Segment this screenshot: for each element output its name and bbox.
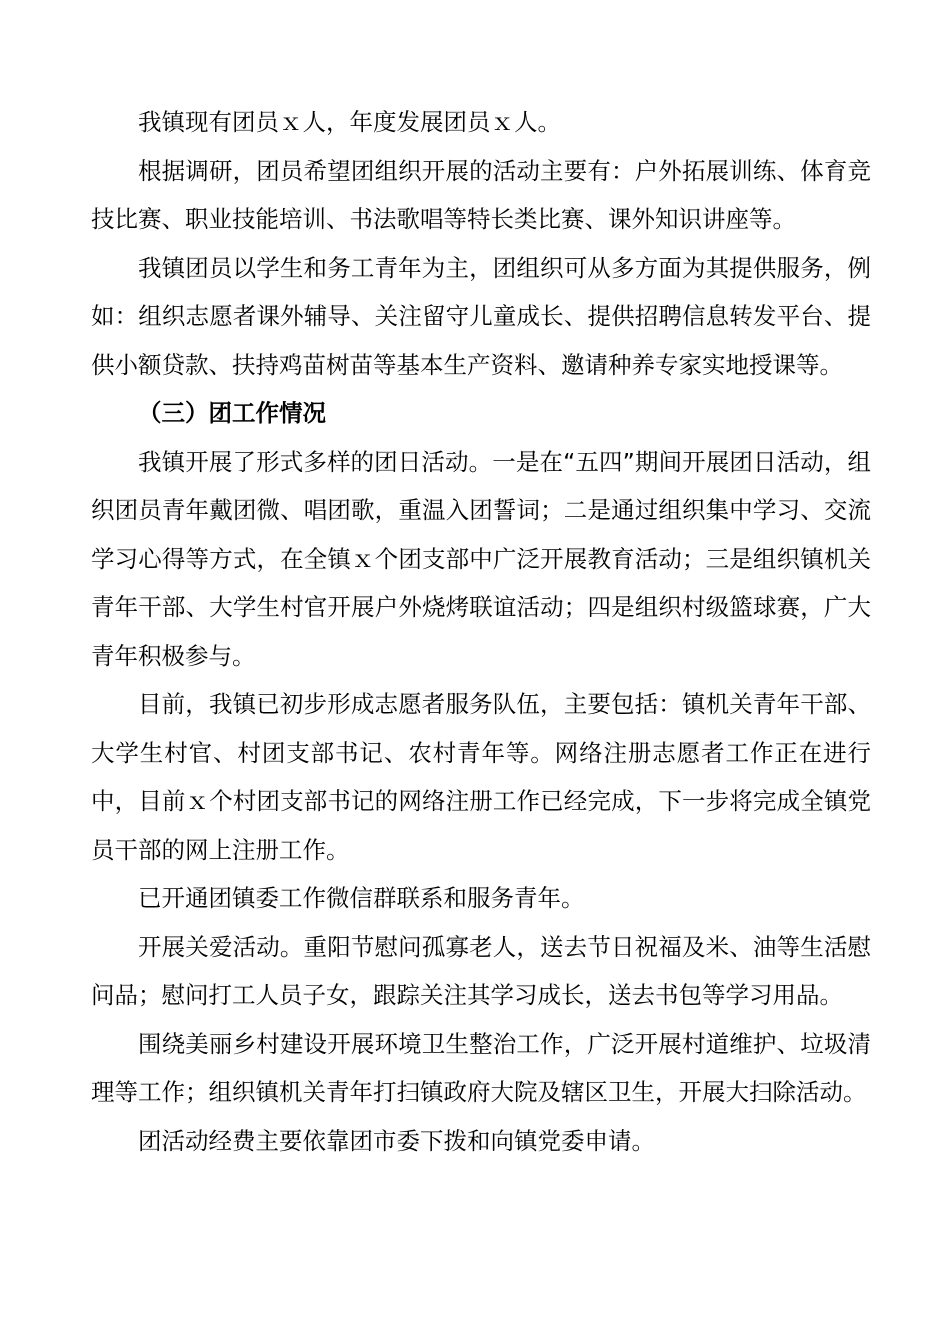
paragraph-league-day-activities: 我镇开展了形式多样的团日活动。一是在“五四”期间开展团日活动，组织团员青年戴团微、唱团歌，重温入团誓词；二是通过组织集中学习、交流学习心得等方式，在全镇ｘ个团支部中广泛开展教育活动；三是组织镇机关青年干部、大学生村官开展户外烧烤联谊活动；四是组织村级篮球赛，广大青年积极参与。: [91, 447, 871, 670]
paragraph-volunteer-team: 目前，我镇已初步形成志愿者服务队伍，主要包括：镇机关青年干部、大学生村官、村团支部书记、农村青年等。网络注册志愿者工作正在进行中，目前ｘ个村团支部书记的网络注册工作已经完成，下一步将完成全镇党员干部的网上注册工作。: [91, 690, 871, 864]
paragraph-services: 我镇团员以学生和务工青年为主，团组织可从多方面为其提供服务，例如：组织志愿者课外辅导、关注留守儿童成长、提供招聘信息转发平台、提供小额贷款、扶持鸡苗树苗等基本生产资料、邀请种养专家实地授课等。: [91, 253, 871, 379]
paragraph-environment: 围绕美丽乡村建设开展环境卫生整治工作，广泛开展村道维护、垃圾清理等工作；组织镇机关青年打扫镇政府大院及辖区卫生，开展大扫除活动。: [91, 1029, 871, 1106]
document-page: [91, 98, 871, 1165]
paragraph-care-activities: 开展关爱活动。重阳节慰问孤寡老人，送去节日祝福及米、油等生活慰问品；慰问打工人员子女，跟踪关注其学习成长，送去书包等学习用品。: [91, 932, 871, 1009]
section-heading: （三）团工作情况: [138, 399, 326, 427]
paragraph-survey-activities: 根据调研，团员希望团组织开展的活动主要有：户外拓展训练、体育竞技比赛、职业技能培训、书法歌唱等特长类比赛、课外知识讲座等。: [91, 156, 871, 233]
paragraph-wechat-group: 已开通团镇委工作微信群联系和服务青年。: [138, 884, 585, 912]
paragraph-funding: 团活动经费主要依靠团市委下拨和向镇党委申请。: [138, 1126, 655, 1155]
paragraph-members-count: 我镇现有团员ｘ人，年度发展团员ｘ人。: [138, 108, 561, 136]
